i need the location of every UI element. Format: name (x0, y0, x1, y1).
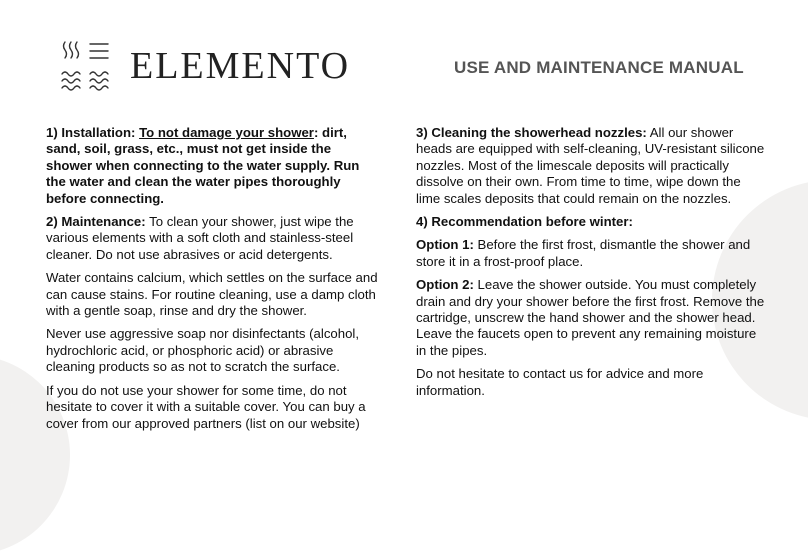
installation-text: dirt, sand, soil, grass, etc., must not get inside the shower when connecting to the water supply. Run the water and clean the water pipes thoroughly before connecting. (46, 125, 360, 206)
installation-colon: : (313, 125, 319, 140)
aggressive-products-paragraph: Never use aggressive soap nor disinfectants (alcohol, hydrochloric acid, or phosphoric acid) or abrasive cleaning products so as not to scratch the surface. (46, 326, 360, 375)
page-title: USE AND MAINTENANCE MANUAL (454, 58, 744, 77)
installation-label: 1) Installation: (46, 125, 136, 140)
nozzles-text: All our shower heads are equipped with self-cleaning, UV-resistant silicone nozzles. Most of the limescale deposits will practically dissolve on their own. From time to time, wipe down the lime scales deposits that could remain on the nozzles. (416, 125, 765, 206)
maintenance-label: 2) Maintenance: (46, 214, 146, 230)
option2-label: Option 2: (416, 277, 474, 293)
option2-text: Leave the shower outside. You must completely drain and dry your shower before the first frost. Remove the cartridge, unscrew the hand shower and the shower head. Leave the faucets open to prevent any remaining moisture in the pipes. (416, 277, 765, 358)
option1-text: Before the first frost, dismantle the shower and store it in a frost-proof place. (416, 237, 751, 269)
left-column (46, 125, 378, 439)
calcium-paragraph: Water contains calcium, which settles on the surface and can cause stains. For routine cleaning, use a damp cloth with a gentle soap, rinse and dry the shower. (46, 270, 378, 319)
nozzles-label: 3) Cleaning the showerhead nozzles: (416, 125, 647, 140)
right-column (416, 125, 766, 406)
option1-section (416, 237, 766, 270)
winter-heading: 4) Recommendation before winter: (416, 214, 633, 230)
installation-emphasis: To not damage your shower (139, 125, 314, 140)
brand-logo (60, 38, 350, 94)
installation-section (46, 125, 378, 207)
maintenance-text: To clean your shower, just wipe the various elements with a soft cloth and stainless-steel cleaner. Do not use abrasives or acid detergents. (46, 214, 354, 262)
option1-label: Option 1: (416, 237, 474, 253)
contact-paragraph: Do not hesitate to contact us for advice and more information. (416, 366, 704, 398)
nozzles-section (416, 125, 766, 207)
steam-waves-icon (60, 38, 116, 94)
cover-paragraph: If you do not use your shower for some time, do not hesitate to cover it with a suitable cover. You can buy a cover from our approved partners (list on our website) (46, 382, 366, 431)
brand-name: ELEMENTO (130, 45, 351, 87)
maintenance-section (46, 214, 378, 263)
option2-section (416, 277, 766, 359)
